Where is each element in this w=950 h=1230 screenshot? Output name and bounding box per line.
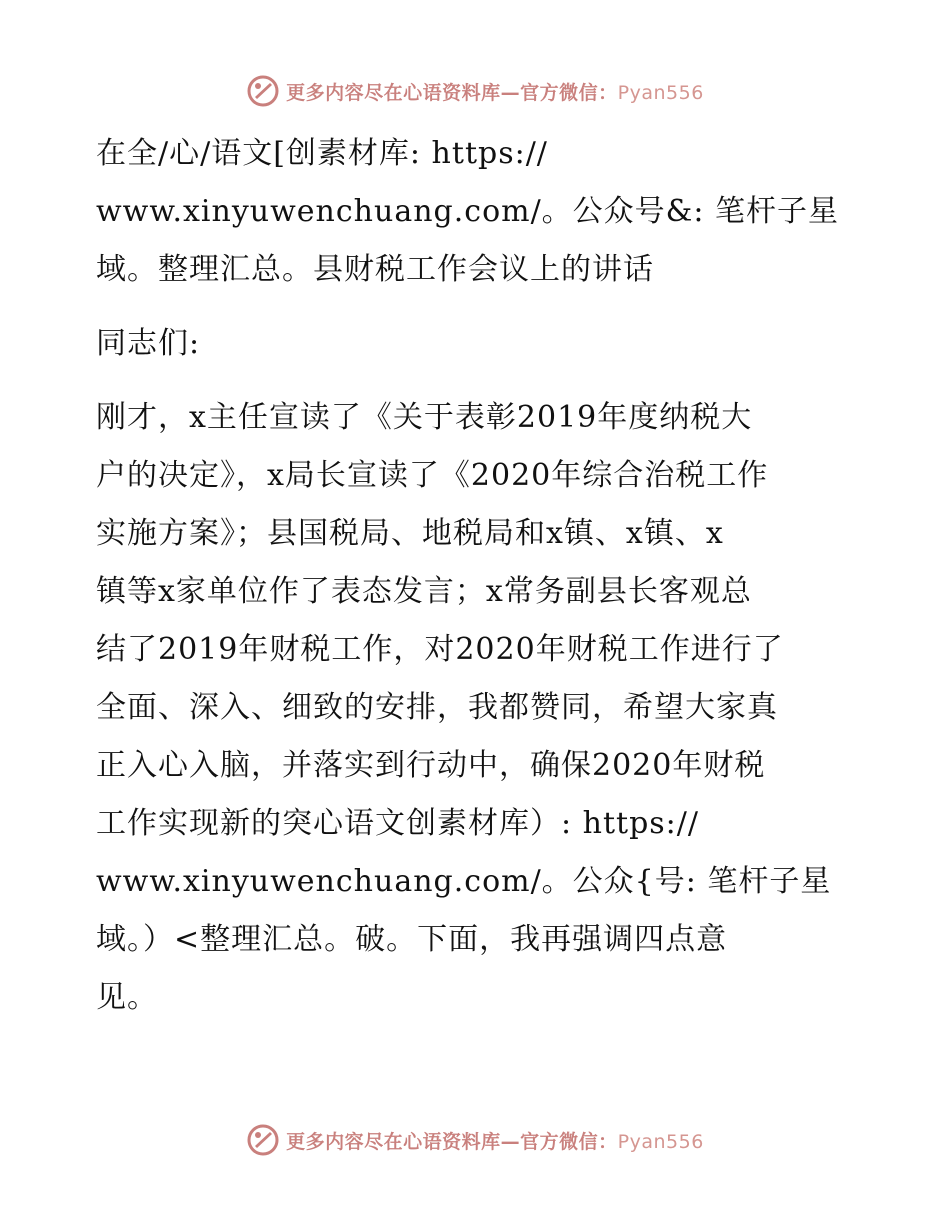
paragraph-gap bbox=[96, 373, 856, 389]
text-line: 正入心入脑，并落实到行动中，确保2020年财税 bbox=[96, 748, 766, 783]
paragraph bbox=[96, 125, 856, 299]
text-line: 在全/心/语文[创素材库: https:// bbox=[96, 136, 548, 171]
watermark-text: 更多内容尽在心语资料库—官方微信：Pyan556 bbox=[286, 81, 704, 104]
document-body bbox=[96, 125, 856, 1027]
brand-logo-icon bbox=[246, 1123, 280, 1157]
text-line: 刚才，x主任宣读了《关于表彰2019年度纳税大 bbox=[96, 400, 753, 435]
text-line: 见。 bbox=[96, 980, 158, 1015]
paragraph bbox=[96, 315, 856, 373]
footer-watermark bbox=[0, 1120, 950, 1160]
paragraph bbox=[96, 389, 856, 1027]
text-line: 镇等x家单位作了表态发言；x常务副县长客观总 bbox=[96, 574, 752, 609]
text-line: 结了2019年财税工作，对2020年财税工作进行了 bbox=[96, 632, 784, 667]
text-line: 域。）<整理汇总。破。下面，我再强调四点意 bbox=[96, 922, 728, 957]
text-line: 全面、深入、细致的安排，我都赞同，希望大家真 bbox=[96, 690, 778, 725]
text-line: 实施方案》；县国税局、地税局和x镇、x镇、x bbox=[96, 516, 724, 551]
watermark-text: 更多内容尽在心语资料库—官方微信：Pyan556 bbox=[286, 1130, 704, 1153]
header-watermark bbox=[0, 71, 950, 111]
paragraph-gap bbox=[96, 299, 856, 315]
text-line: 户的决定》，x局长宣读了《2020年综合治税工作 bbox=[96, 458, 769, 493]
text-line: www.xinyuwenchuang.com/。公众号&: 笔杆子星 bbox=[96, 194, 840, 229]
text-line: 域。整理汇总。县财税工作会议上的讲话 bbox=[96, 252, 654, 287]
text-line: 同志们: bbox=[96, 326, 201, 361]
brand-logo-icon bbox=[246, 74, 280, 108]
text-line: 工作实现新的突心语文创素材库）: https:// bbox=[96, 806, 699, 841]
text-line: www.xinyuwenchuang.com/。公众{号: 笔杆子星 bbox=[96, 864, 832, 899]
